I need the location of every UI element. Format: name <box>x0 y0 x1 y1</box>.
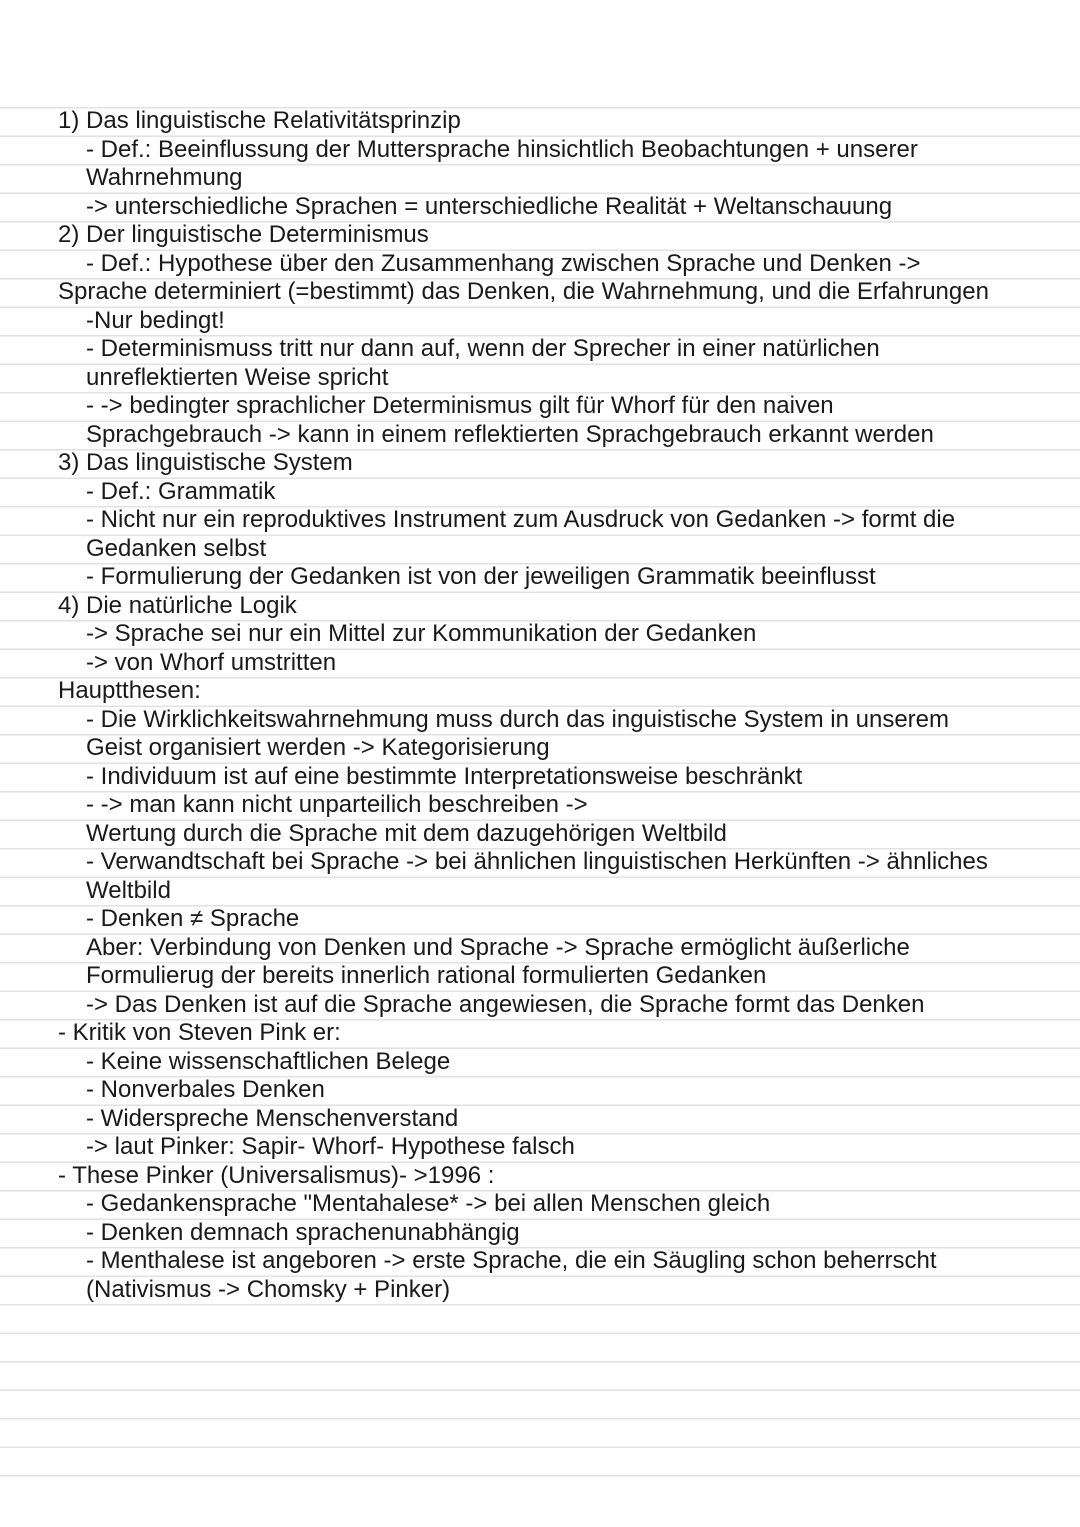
note-sub-line: - Def.: Beeinflussung der Muttersprache hinsichtlich Beobachtungen + unserer <box>86 135 918 163</box>
note-sub-line: - Nicht nur ein reproduktives Instrument zum Ausdruck von Gedanken -> formt die <box>86 506 956 533</box>
note-sub-line: -> unterschiedliche Sprachen = unterschiedliche Realität + Weltanschauung <box>86 192 893 220</box>
note-sub-line: -> laut Pinker: Sapir- Whorf- Hypothese falsch <box>86 1133 575 1160</box>
handwritten-notes <box>0 107 1080 1304</box>
note-heading-line: Sprache determiniert (=bestimmt) das Denken, die Wahrnehmung, und die Erfahrungen <box>58 278 989 305</box>
note-sub-line: Aber: Verbindung von Denken und Sprache -> Sprache ermöglicht äußerliche <box>86 933 910 961</box>
note-sub-line: - Individuum ist auf eine bestimmte Interpretationsweise beschränkt <box>86 762 803 790</box>
note-heading-line: - These Pinker (Universalismus)- >1996 : <box>58 1161 495 1189</box>
note-sub-line: - Def.: Grammatik <box>86 477 276 505</box>
note-heading-line: 2) Der linguistische Determinismus <box>58 221 429 248</box>
note-sub-line: -Nur bedingt! <box>86 306 225 334</box>
note-sub-line: Weltbild <box>86 876 171 904</box>
note-heading-line: - Kritik von Steven Pink er: <box>58 1019 341 1046</box>
note-sub-line: - Def.: Hypothese über den Zusammenhang zwischen Sprache und Denken -> <box>86 249 921 277</box>
note-sub-line: Wahrnehmung <box>86 164 243 191</box>
note-sub-line: -> von Whorf umstritten <box>86 648 337 676</box>
note-sub-line: - Denken ≠ Sprache <box>86 905 300 932</box>
note-heading-line: 4) Die natürliche Logik <box>58 591 297 619</box>
note-sub-line: Sprachgebrauch -> kann in einem reflektierten Sprachgebrauch erkannt werden <box>86 420 934 448</box>
note-sub-line: - Widerspreche Menschenverstand <box>86 1104 459 1132</box>
note-sub-line: Geist organisiert werden -> Kategorisierung <box>86 734 550 761</box>
note-sub-line: unreflektierten Weise spricht <box>86 363 389 391</box>
note-sub-line: - Verwandtschaft bei Sprache -> bei ähnlichen linguistischen Herkünften -> ähnliches <box>86 848 988 875</box>
note-sub-line: - Keine wissenschaftlichen Belege <box>86 1047 451 1075</box>
note-sub-line: - Denken demnach sprachenunabhängig <box>86 1218 520 1246</box>
note-sub-line: Gedanken selbst <box>86 534 267 562</box>
note-sub-line: Wertung durch die Sprache mit dem dazugehörigen Weltbild <box>86 819 727 847</box>
note-sub-line: - Menthalese ist angeboren -> erste Sprache, die ein Säugling schon beherrscht <box>86 1247 937 1274</box>
note-sub-line: - Die Wirklichkeitswahrnehmung muss durch das inguistische System in unserem <box>86 705 949 733</box>
note-sub-line: - Formulierung der Gedanken ist von der jeweiligen Grammatik beeinflusst <box>86 563 876 590</box>
note-sub-line: - -> bedingter sprachlicher Determinismus gilt für Whorf für den naiven <box>86 392 834 419</box>
note-sub-line: -> Das Denken ist auf die Sprache angewiesen, die Sprache formt das Denken <box>86 990 925 1018</box>
note-sub-line: - -> man kann nicht unparteilich beschreiben -> <box>86 791 588 818</box>
note-sub-line: - Nonverbales Denken <box>86 1076 325 1103</box>
note-sub-line: - Gedankensprache "Mentahalese* -> bei allen Menschen gleich <box>86 1190 771 1217</box>
note-heading-line: 1) Das linguistische Relativitätsprinzip <box>58 107 461 134</box>
note-heading-line: Hauptthesen: <box>58 677 201 704</box>
note-sub-line: -> Sprache sei nur ein Mittel zur Kommunikation der Gedanken <box>86 620 757 647</box>
note-heading-line: 3) Das linguistische System <box>58 449 353 476</box>
note-sub-line: - Determinismuss tritt nur dann auf, wenn der Sprecher in einer natürlichen <box>86 335 880 362</box>
note-sub-line: Formulierug der bereits innerlich rational formulierten Gedanken <box>86 962 767 989</box>
note-sub-line: (Nativismus -> Chomsky + Pinker) <box>86 1275 451 1303</box>
